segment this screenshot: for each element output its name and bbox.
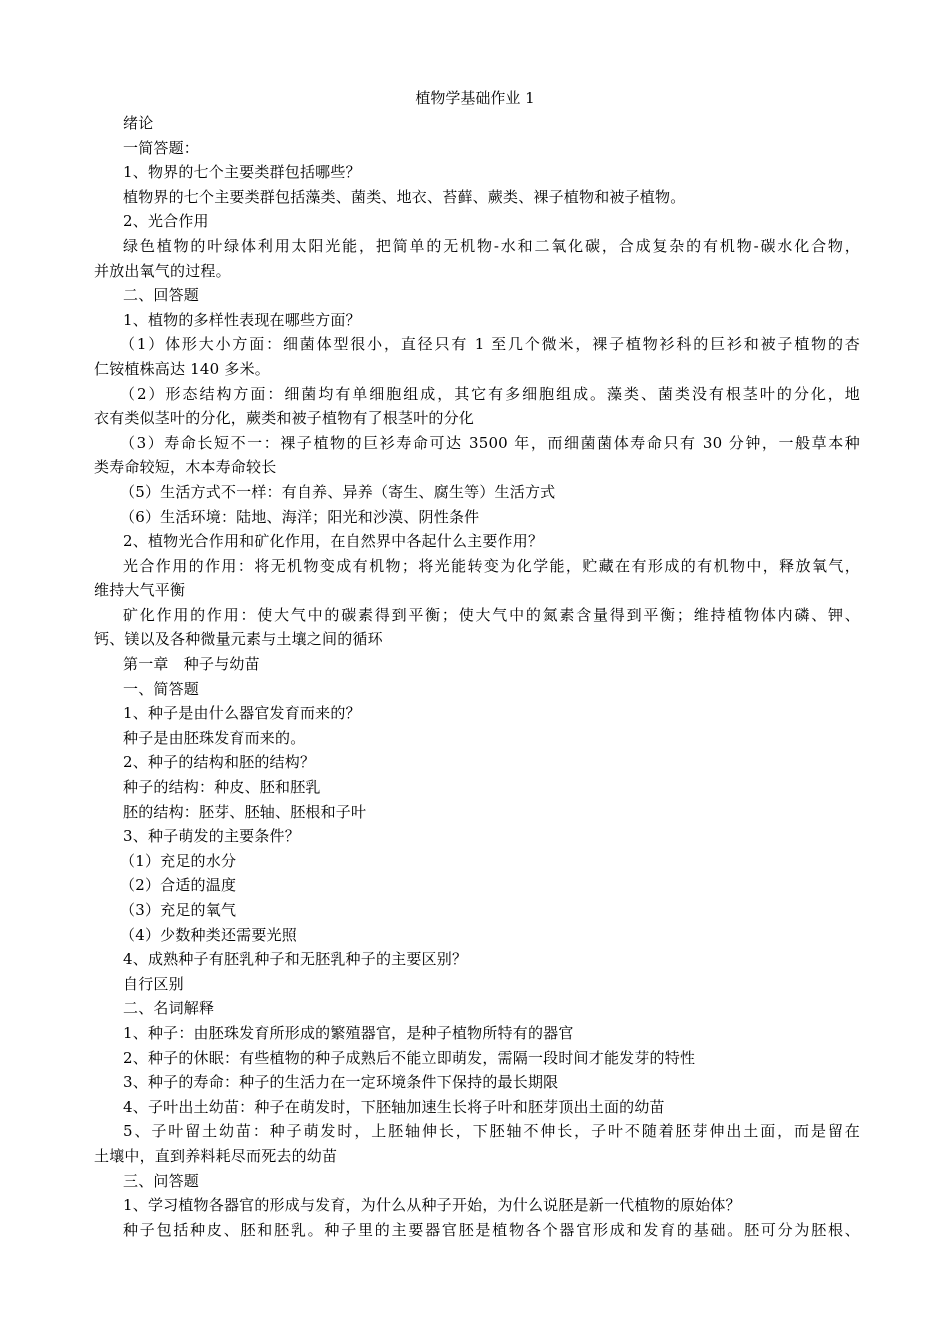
text-line: 矿化作用的作用：使大气中的碳素得到平衡；使大气中的氮素含量得到平衡；维持植物体内磷、钾、 [123, 605, 860, 624]
text-line: 3、种子的寿命：种子的生活力在一定环境条件下保持的最长期限 [123, 1073, 559, 1092]
text-line: 并放出氧气的过程。 [94, 261, 231, 280]
text-line: 1、种子：由胚珠发育所形成的繁殖器官，是种子植物所特有的器官 [123, 1023, 574, 1042]
text-line: 二、回答题 [123, 286, 200, 305]
text-line: 3、种子萌发的主要条件？ [123, 827, 300, 846]
document-title: 植物学基础作业 1 [415, 89, 535, 107]
text-line: 植物界的七个主要类群包括藻类、菌类、地衣、苔藓、蕨类、裸子植物和被子植物。 [123, 187, 686, 206]
text-line: （3）寿命长短不一：裸子植物的巨衫寿命可达 3500 年，而细菌菌体寿命只有 30 分钟，一般草本种 [120, 433, 860, 452]
text-line: 2、种子的休眠：有些植物的种子成熟后不能立即萌发，需隔一段时间才能发芽的特性 [123, 1048, 696, 1067]
text-line: （1）充足的水分 [120, 851, 237, 870]
text-line: 一简答题： [123, 138, 200, 157]
text-line: 4、子叶出土幼苗：种子在萌发时，下胚轴加速生长将子叶和胚芽顶出土面的幼苗 [123, 1097, 665, 1116]
text-line: 1、植物的多样性表现在哪些方面？ [123, 310, 361, 329]
text-line: 胚的结构：胚芽、胚轴、胚根和子叶 [123, 802, 367, 821]
text-line: 绿色植物的叶绿体利用太阳光能，把简单的无机物-水和二氧化碳，合成复杂的有机物-碳水化合物， [123, 236, 860, 255]
text-line: 类寿命较短，木本寿命较长 [94, 458, 277, 477]
text-line: 1、种子是由什么器官发育而来的？ [123, 704, 361, 723]
document-body [94, 111, 860, 1242]
text-line: 种子包括种皮、胚和胚乳。种子里的主要器官胚是植物各个器官形成和发育的基础。胚可分为胚根、 [123, 1220, 860, 1239]
text-line: 2、种子的结构和胚的结构？ [123, 753, 316, 772]
text-line: （3）充足的氧气 [120, 901, 237, 919]
text-line: 2、光合作用 [123, 212, 209, 231]
text-line: 光合作用的作用：将无机物变成有机物；将光能转变为化学能，贮藏在有形成的有机物中，释放氧气， [123, 556, 860, 575]
text-line: 钙、镁以及各种微量元素与土壤之间的循环 [94, 630, 383, 649]
text-line: 二、名词解释 [123, 999, 215, 1018]
text-line: 5、子叶留土幼苗：种子萌发时，上胚轴伸长，下胚轴不伸长，子叶不随着胚芽伸出土面，而是留在 [123, 1122, 860, 1141]
text-line: 种子的结构：种皮、胚和胚乳 [123, 778, 321, 797]
text-line: 衣有类似茎叶的分化，蕨类和被子植物有了根茎叶的分化 [94, 409, 475, 428]
text-line: （2）合适的温度 [120, 876, 237, 895]
text-line: （6）生活环境：陆地、海洋；阳光和沙漠、阴性条件 [120, 507, 480, 526]
text-line: 仁铵植株高达 140 多米。 [94, 359, 270, 378]
text-line: （2）形态结构方面：细菌均有单细胞组成，其它有多细胞组成。藻类、菌类没有根茎叶的分化，地 [120, 384, 860, 403]
text-line: 种子是由胚珠发育而来的。 [123, 728, 306, 747]
text-line: 三、问答题 [123, 1171, 200, 1190]
text-line: 第一章 种子与幼苗 [123, 655, 260, 674]
text-line: （4）少数种类还需要光照 [120, 925, 297, 944]
text-line: 自行区别 [123, 974, 184, 993]
text-line: 绪论 [123, 114, 154, 132]
text-line: 1、物界的七个主要类群包括哪些？ [123, 163, 361, 182]
text-line: 1、学习植物各器官的形成与发育，为什么从种子开始，为什么说胚是新一代植物的原始体？ [123, 1196, 741, 1215]
text-line: （5）生活方式不一样：有自养、异养（寄生、腐生等）生活方式 [120, 482, 556, 501]
text-line: 4、成熟种子有胚乳种子和无胚乳种子的主要区别？ [123, 950, 468, 969]
text-line: 维持大气平衡 [94, 581, 186, 600]
text-line: 土壤中，直到养料耗尽而死去的幼苗 [94, 1146, 338, 1165]
text-line: 一、简答题 [123, 679, 200, 698]
text-line: 2、植物光合作用和矿化作用，在自然界中各起什么主要作用？ [123, 532, 544, 551]
text-line: （1）体形大小方面：细菌体型很小，直径只有 1 至几个微米，裸子植物衫科的巨衫和被子植物的杏 [120, 335, 860, 354]
